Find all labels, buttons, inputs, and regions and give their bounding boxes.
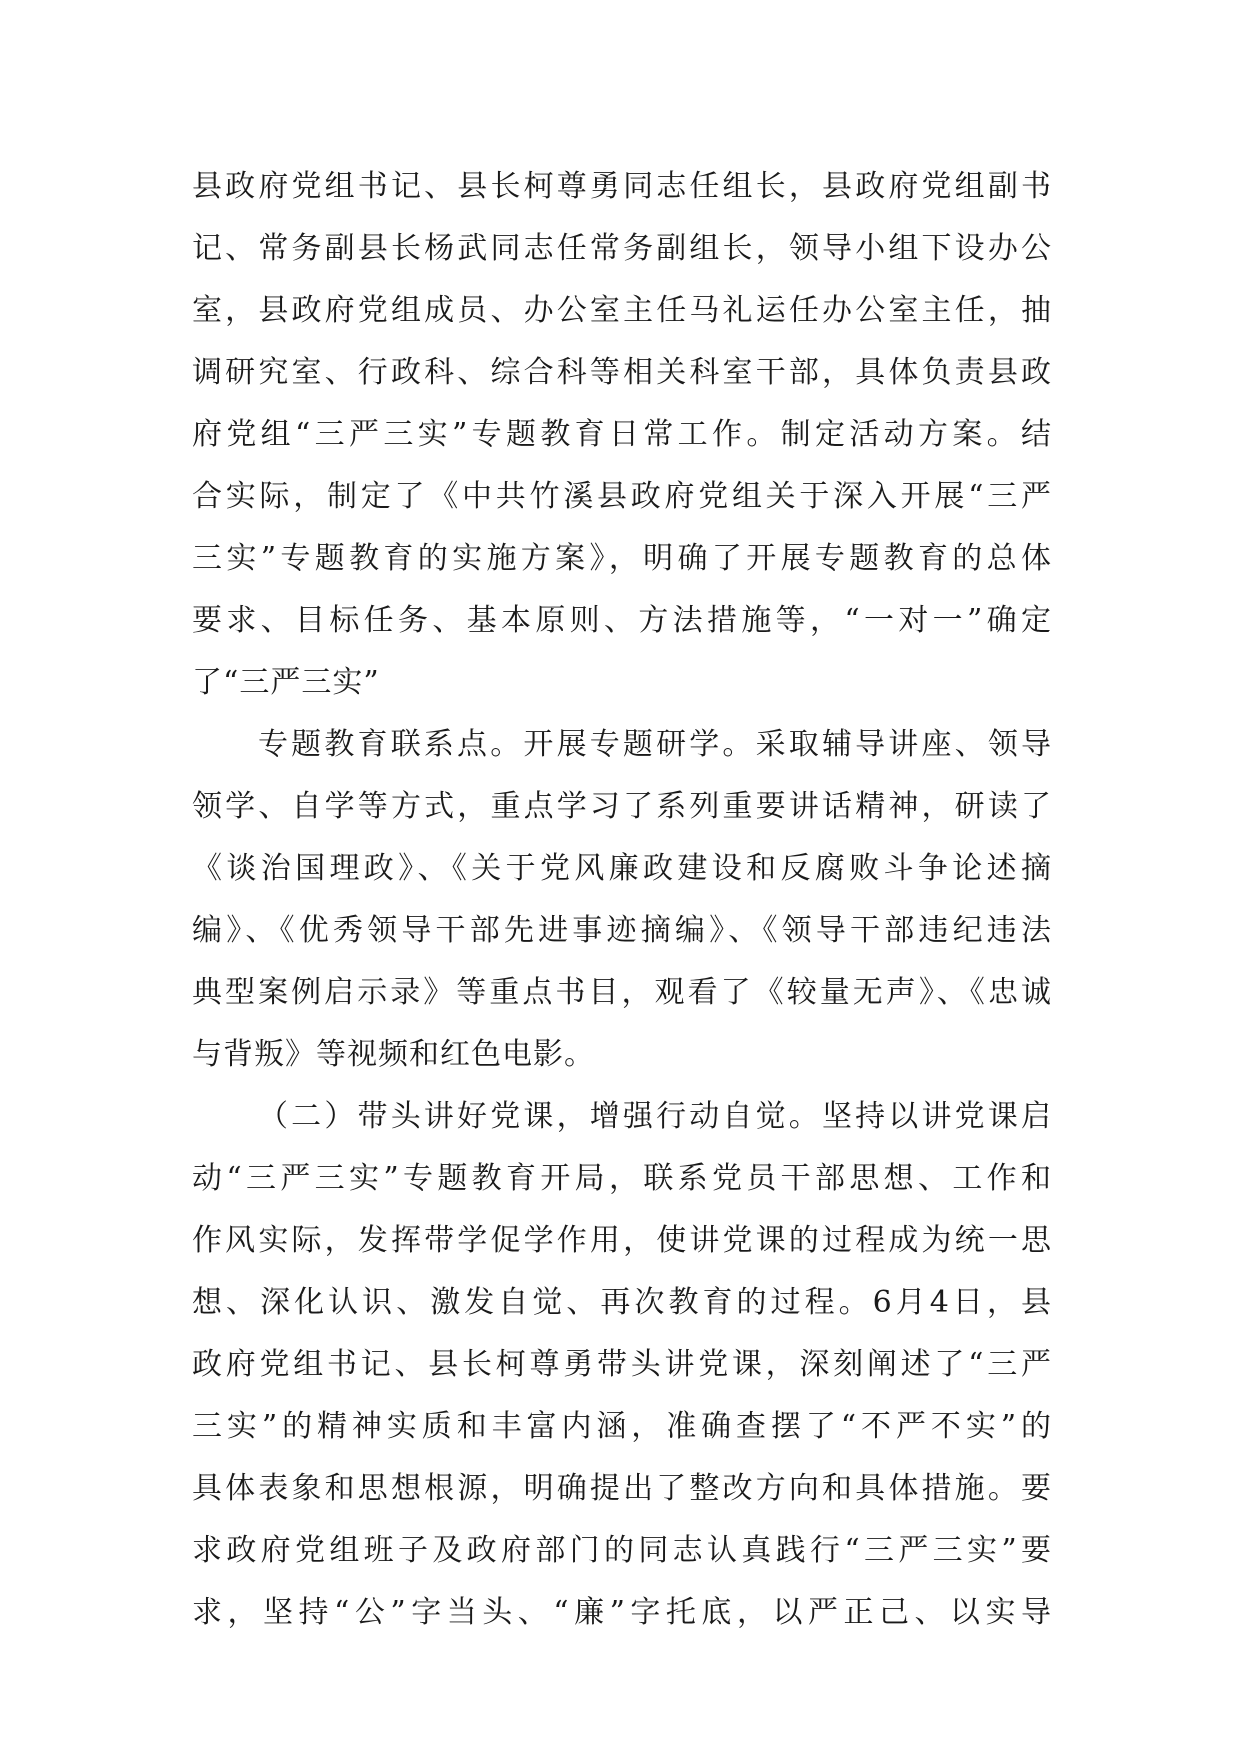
text-line: 求政府党组班子及政府部门的同志认真践行“三严三实”要 [192,1533,1052,1568]
paragraph-start-line: （二）带头讲好党课，增强行动自觉。坚持以讲党课启 [258,1099,1052,1134]
text-line: 动“三严三实”专题教育开局，联系党员干部思想、工作和 [192,1161,1052,1196]
paragraph-start-line: 专题教育联系点。开展专题研学。采取辅导讲座、领导 [258,727,1052,762]
text-line: 想、深化认识、激发自觉、再次教育的过程。6月4日，县 [192,1285,1052,1320]
text-line: 调研究室、行政科、综合科等相关科室干部，具体负责县政 [192,355,1052,390]
text-line: 政府党组书记、县长柯尊勇带头讲党课，深刻阐述了“三严 [192,1347,1052,1382]
text-line: 与背叛》等视频和红色电影。 [192,1037,595,1072]
text-line: 具体表象和思想根源，明确提出了整改方向和具体措施。要 [192,1471,1052,1506]
body-text [192,156,1052,1644]
text-line: 编》、《优秀领导干部先进事迹摘编》、《领导干部违纪违法 [192,913,1052,948]
text-line: 求，坚持“公”字当头、“廉”字托底，以严正己、以实导 [192,1595,1052,1630]
text-line: 府党组“三严三实”专题教育日常工作。制定活动方案。结 [192,417,1052,452]
text-line: 典型案例启示录》等重点书目，观看了《较量无声》、《忠诚 [192,975,1052,1010]
text-line: 要求、目标任务、基本原则、方法措施等，“一对一”确定 [192,603,1052,638]
text-line: 三实”专题教育的实施方案》，明确了开展专题教育的总体 [192,541,1052,576]
text-line: 记、常务副县长杨武同志任常务副组长，领导小组下设办公 [192,231,1052,266]
text-line: 室，县政府党组成员、办公室主任马礼运任办公室主任，抽 [192,293,1052,328]
text-line: 作风实际，发挥带学促学作用，使讲党课的过程成为统一思 [192,1223,1052,1258]
text-line: 《谈治国理政》、《关于党风廉政建设和反腐败斗争论述摘 [192,851,1052,886]
text-line: 领学、自学等方式，重点学习了系列重要讲话精神，研读了 [192,789,1052,824]
text-line: 了“三严三实” [192,665,380,700]
text-line: 三实”的精神实质和丰富内涵，准确查摆了“不严不实”的 [192,1409,1052,1444]
text-line: 县政府党组书记、县长柯尊勇同志任组长，县政府党组副书 [192,169,1052,204]
text-line: 合实际，制定了《中共竹溪县政府党组关于深入开展“三严 [192,479,1052,514]
